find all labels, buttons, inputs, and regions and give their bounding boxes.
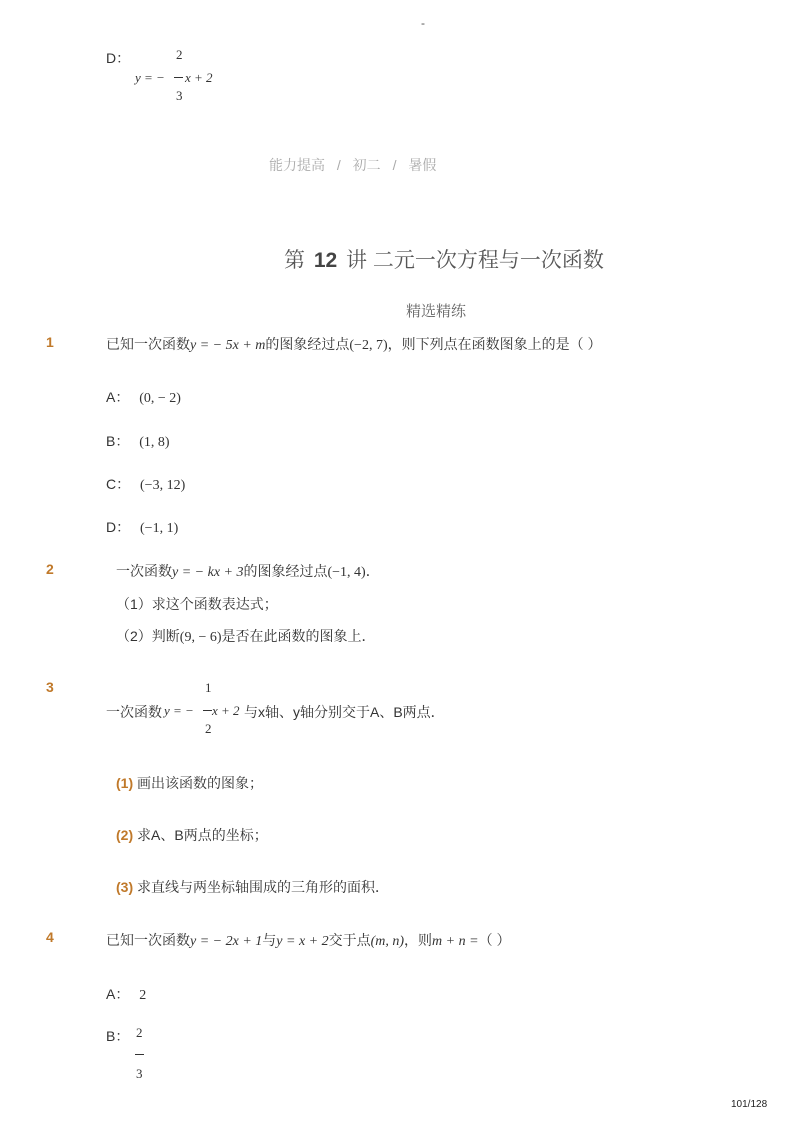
page-number: 101/128 [731,1099,768,1110]
question-number: 3 [46,679,54,695]
subquestion-tag: (2) [116,827,134,843]
prev-fraction-bar [174,77,183,78]
subquestion-text: 求直线与两坐标轴围成的三角形的面积． [137,879,390,895]
option-b-fraction-bar [135,1054,144,1055]
q4-formula-1: y = − 2x + 1 [190,934,263,949]
q1-formula: y = − 5x + m [190,338,266,353]
option-label: A： [106,389,130,405]
q3-subquestion-3 [116,877,389,897]
q3-formula-lhs: y = − [164,703,194,718]
q2-text: ． [365,563,380,579]
subquestion-tag: (1) [116,775,134,791]
q3-fraction-numerator: 1 [205,680,212,695]
q4-sum: m + n = [432,934,479,949]
option-value: (1, 8) [139,435,170,450]
section-title: 精选精练 [406,303,467,320]
q2-sub2-point: (9, − 6) [179,630,222,645]
q4-text: 交于点 [328,932,371,948]
lesson-title [284,244,604,274]
option-label: D： [106,519,131,535]
option-b[interactable] [106,431,170,451]
question-number: 1 [46,334,54,350]
q3-text-a: 一次函数 [106,704,162,720]
q3-formula-rhs: x + 2 [212,703,240,718]
q2-subquestion-1: （1）求这个函数表达式； [116,596,278,612]
q3-subquestion-2 [116,825,268,845]
prev-formula-lhs: y = − [135,70,165,85]
option-b-fraction-denominator: 3 [136,1066,143,1081]
option-d[interactable] [106,517,178,537]
breadcrumb-separator: / [392,157,397,173]
breadcrumb-term: 暑假 [408,157,437,173]
q4-formula-2: y = x + 2 [276,934,329,949]
prev-fraction-denominator: 3 [176,88,183,103]
q1-point: (−2, 7) [349,338,388,353]
lesson-title-suffix: 讲 二元一次方程与一次函数 [346,249,604,272]
q2-text: 的图象经过点 [243,563,328,579]
option-value: 2 [139,988,147,1003]
q3-subquestion-1 [116,773,263,793]
q4-text: 与 [262,932,277,948]
subquestion-tag: (3) [116,879,134,895]
q4-text: ，则 [404,932,433,948]
option-value: (−1, 1) [140,521,179,536]
q3-fraction-denominator: 2 [205,721,212,736]
breadcrumb-separator: / [336,157,341,173]
q3-fraction-bar [203,710,212,711]
option-label: B： [106,433,130,449]
option-a[interactable] [106,984,146,1004]
question-number: 4 [46,929,54,945]
breadcrumb-level: 能力提高 [269,157,325,173]
q3-text-b: 与x轴、y轴分别交于A、B两点． [244,704,445,720]
option-label: C： [106,476,131,492]
breadcrumb [269,155,436,175]
q1-text: 已知一次函数 [106,336,190,352]
q2-text: 一次函数 [116,563,172,579]
breadcrumb-grade: 初二 [352,157,381,173]
top-mark: - [421,16,425,30]
option-b-label[interactable]: B： [106,1028,130,1044]
subquestion-text: 求A、B两点的坐标； [137,827,268,843]
prev-option-d-label: D： [106,50,131,66]
subquestion-text: 画出该函数的图象； [137,775,264,791]
lesson-title-prefix: 第 [284,249,305,272]
option-value: (0, − 2) [139,391,181,406]
q2-subquestion-2 [116,626,376,646]
q2-sub2-text: 是否在此函数的图象上． [221,628,376,644]
option-c[interactable] [106,474,185,494]
q1-text: ，则下列点在函数图象上的是（ ） [387,336,602,352]
q4-point: (m, n) [370,934,405,949]
q1-text: 的图象经过点 [265,336,350,352]
lesson-number: 12 [313,249,338,272]
q2-formula: y = − kx + 3 [172,565,244,580]
option-a[interactable] [106,387,181,407]
question-4-stem [106,930,510,950]
q2-sub2-text: （2）判断 [116,628,180,644]
option-label: A： [106,986,130,1002]
q2-point: (−1, 4) [327,565,366,580]
q4-text: 已知一次函数 [106,932,190,948]
prev-formula-rhs: x + 2 [185,70,213,85]
option-b-fraction-numerator: 2 [136,1025,143,1040]
question-number: 2 [46,561,54,577]
q4-text: （ ） [478,932,511,948]
option-value: (−3, 12) [140,478,186,493]
prev-fraction-numerator: 2 [176,47,183,62]
question-2-stem [116,561,380,581]
question-1-stem [106,334,602,354]
